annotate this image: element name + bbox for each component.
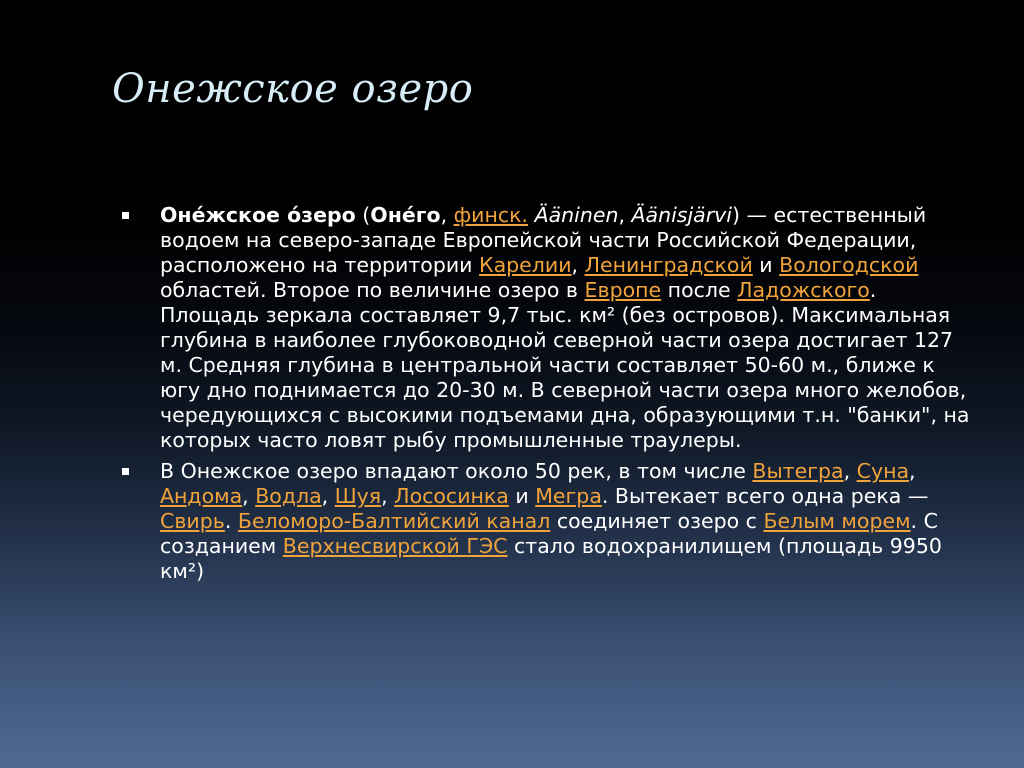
text-segment: ,	[571, 253, 585, 277]
link-svir[interactable]: Свирь	[160, 509, 225, 533]
link-vytegra[interactable]: Вытегра	[752, 459, 844, 483]
link-vologda[interactable]: Вологодской	[779, 253, 919, 277]
text-segment: . Вытекает всего одна река —	[601, 484, 929, 508]
text-segment: ,	[618, 203, 632, 227]
bullet-text	[160, 459, 970, 584]
link-white-sea[interactable]: Белым морем	[763, 509, 911, 533]
text-segment: (	[355, 203, 371, 227]
link-leningrad[interactable]: Ленинградской	[584, 253, 753, 277]
text-segment: В Онежское озеро впадают около 50 рек, в том числе	[160, 459, 753, 483]
text-segment: ,	[440, 203, 454, 227]
lake-alt-name: Оне́го	[370, 203, 441, 227]
slide-content	[120, 203, 970, 590]
link-andoma[interactable]: Андома	[160, 484, 243, 508]
text-segment: и	[752, 253, 780, 277]
finnish-name-alt: Äänisjärvi	[631, 203, 732, 227]
link-suna[interactable]: Суна	[856, 459, 910, 483]
link-canal[interactable]: Беломоро-Балтийский канал	[237, 509, 551, 533]
text-segment: после	[661, 278, 738, 302]
text-segment: .	[224, 509, 238, 533]
link-megra[interactable]: Мегра	[535, 484, 602, 508]
text-segment: ,	[242, 484, 256, 508]
link-europe[interactable]: Европе	[584, 278, 662, 302]
slide-title: Онежское озеро	[112, 66, 474, 112]
text-segment: ,	[843, 459, 857, 483]
text-segment: ,	[909, 459, 916, 483]
link-vodla[interactable]: Водла	[255, 484, 322, 508]
text-segment: стало водохранилищем (площадь 9950 км²)	[160, 534, 942, 583]
link-shuya[interactable]: Шуя	[334, 484, 382, 508]
text-segment: областей. Второе по величине озеро в	[160, 278, 585, 302]
link-ges[interactable]: Верхнесвирской ГЭС	[282, 534, 508, 558]
link-finnish[interactable]: финск.	[453, 203, 529, 227]
text-segment: ,	[381, 484, 395, 508]
text-segment: ,	[321, 484, 335, 508]
link-ladoga[interactable]: Ладожского	[737, 278, 870, 302]
lake-name: Оне́жское о́зеро	[160, 203, 356, 227]
finnish-name: Ääninen	[534, 203, 619, 227]
bullet-text	[160, 203, 970, 453]
text-segment: соединяет озеро с	[550, 509, 764, 533]
text-segment: и	[508, 484, 536, 508]
text-segment: . Площадь зеркала составляет 9,7 тыс. км² (без островов). Максимальная глубина в наиболее глубоководной северной части озера достигает 127 м. Средняя глубина в центральной части составляет 50-60 м., ближе к югу дно поднимается до 20-30 м. В северной части озера много желобов, чередующихся с высокими подъемами дна, образующими т.н. "банки", на которых часто ловят рыбу промышленные траулеры.	[160, 278, 970, 452]
text-segment: . С созданием	[160, 509, 938, 558]
bullet-item	[120, 459, 970, 584]
square-bullet-icon	[120, 203, 160, 228]
bullet-item	[120, 203, 970, 453]
text-segment: ) — естественный водоем на северо-западе Европейской части Российской Федерации, расположено на территории	[160, 203, 927, 277]
square-bullet-icon	[120, 459, 160, 484]
link-karelia[interactable]: Карелии	[479, 253, 572, 277]
link-lososinka[interactable]: Лососинка	[394, 484, 509, 508]
